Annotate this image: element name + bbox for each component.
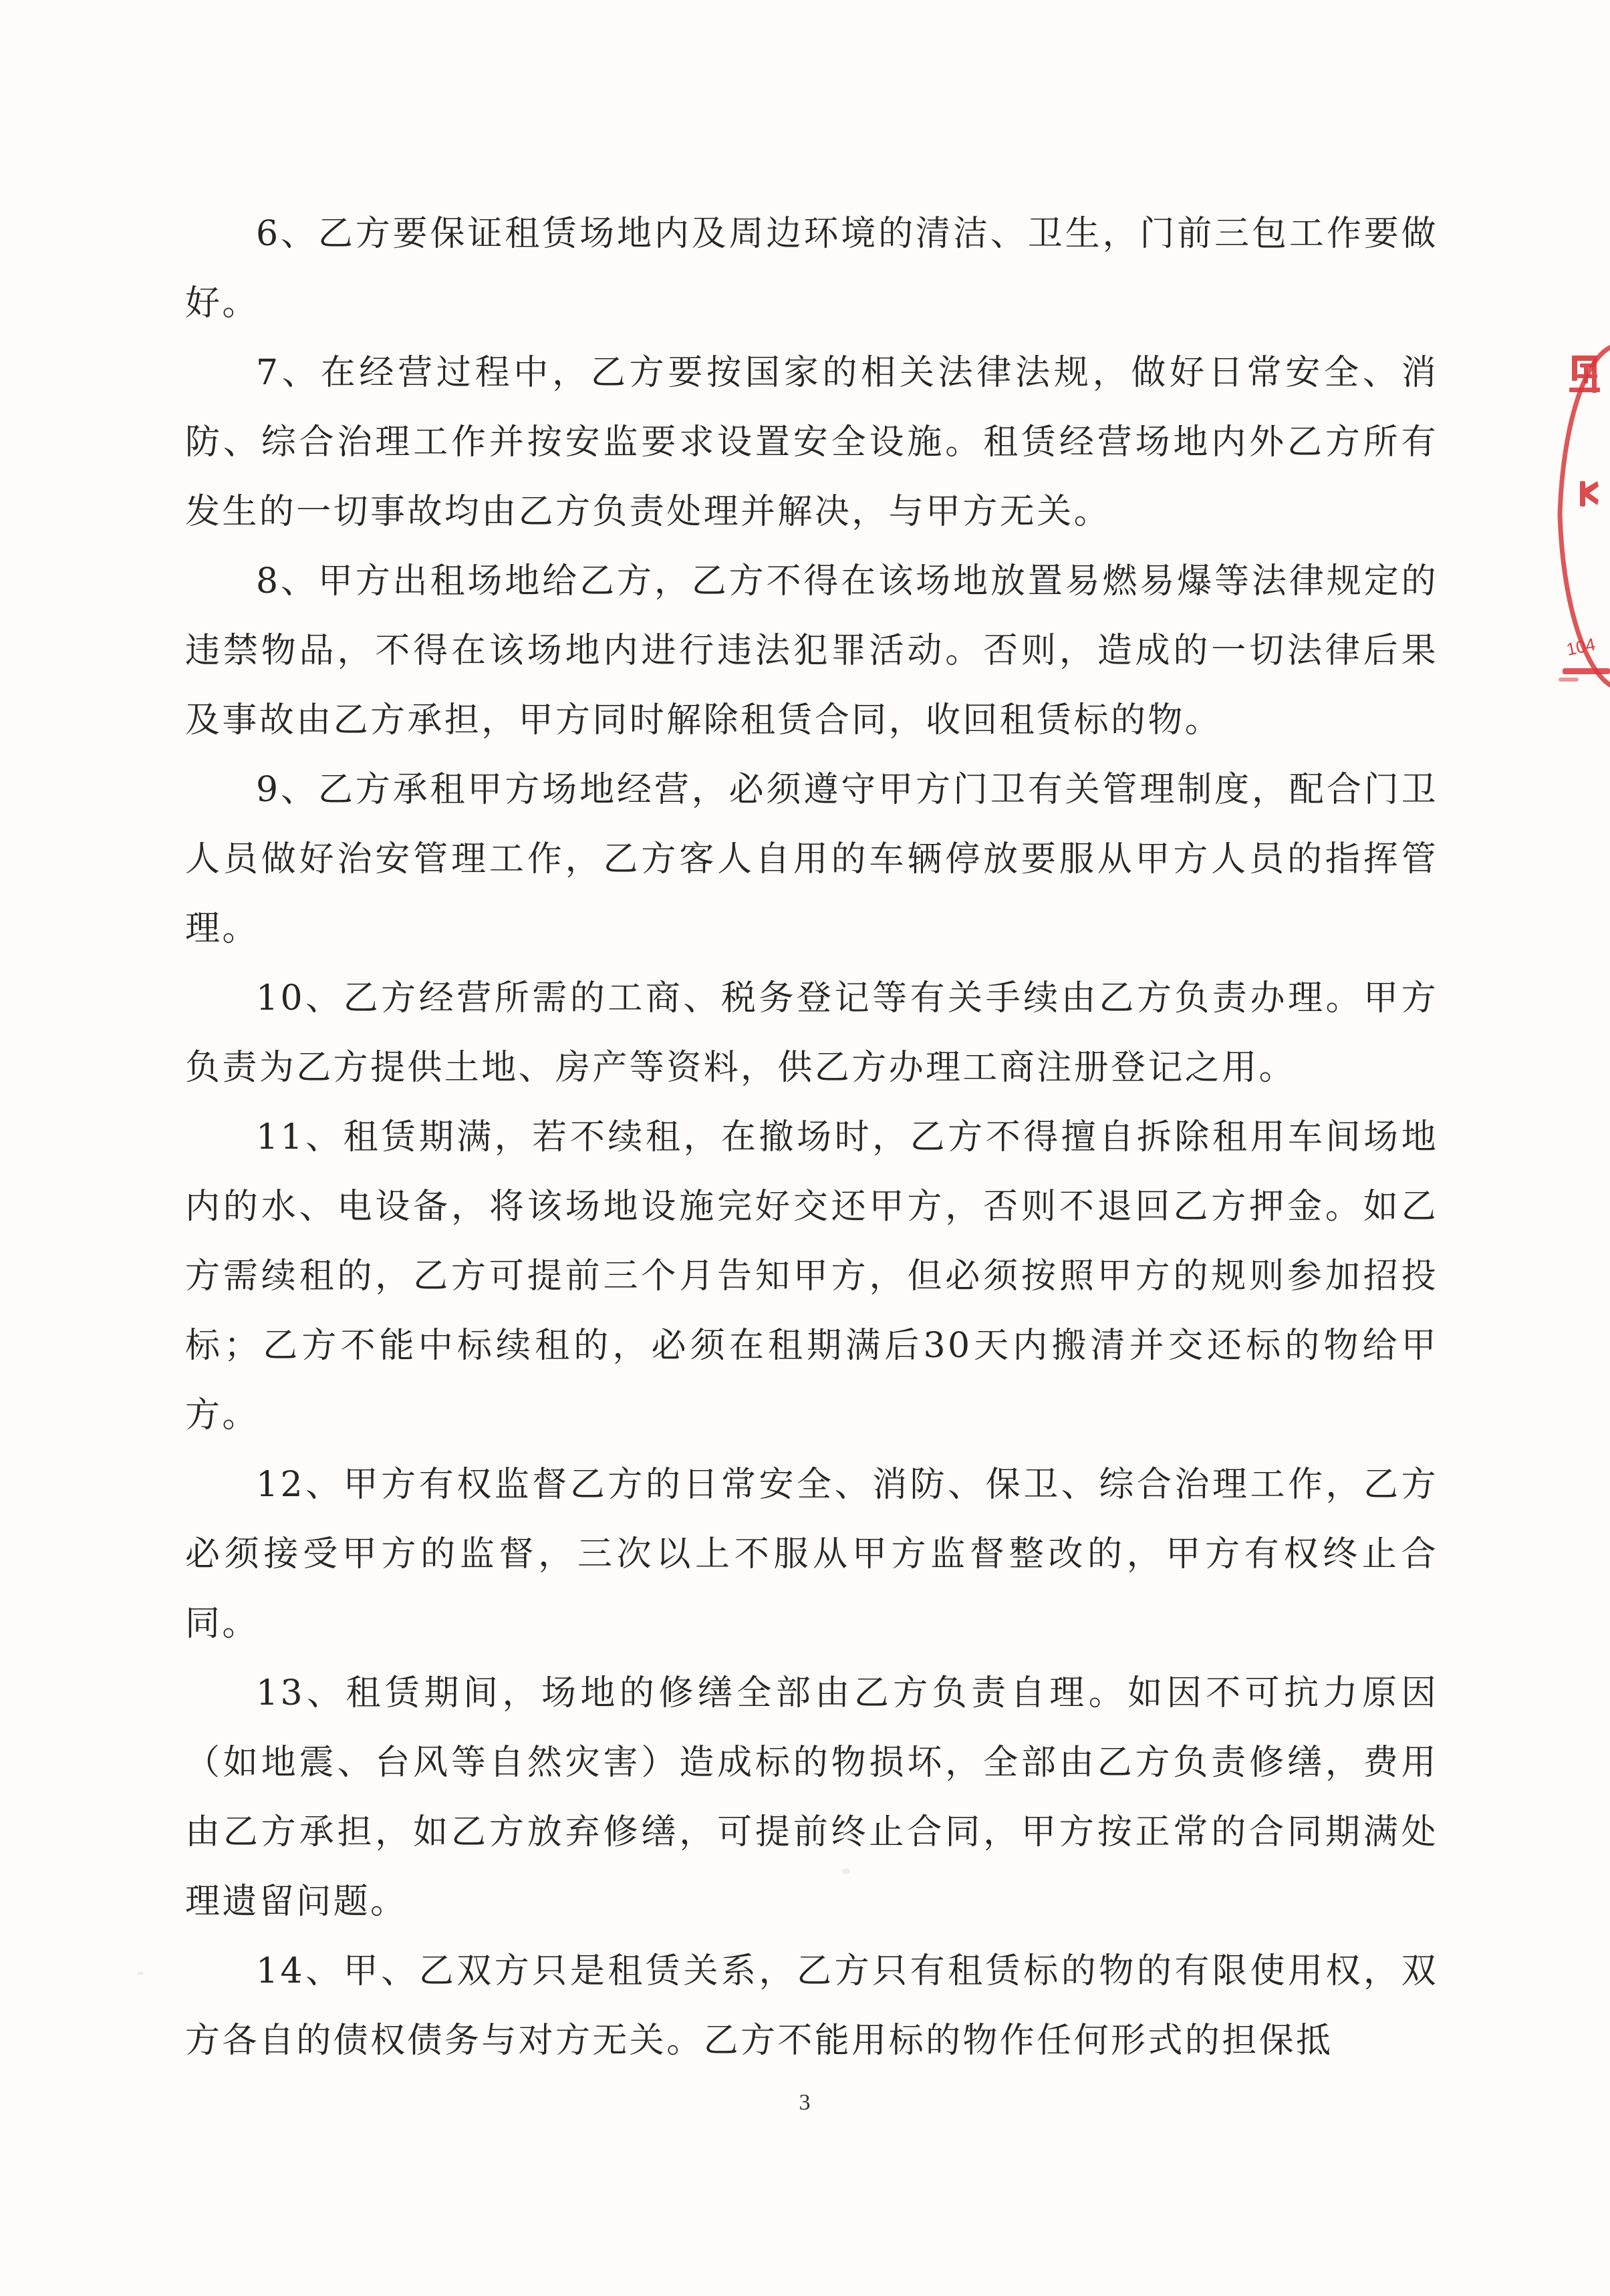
clause-12: 12、甲方有权监督乙方的日常安全、消防、保卫、综合治理工作，乙方必须接受甲方的监督，三次以上不服从甲方监督整改的，甲方有权终止合同。 — [185, 1465, 1438, 1644]
scan-speck — [137, 1971, 144, 1975]
scan-speck — [1013, 1965, 1018, 1969]
company-seal-stamp — [1557, 321, 1610, 708]
seal-partial-digits: 104 — [1565, 633, 1597, 660]
page-number: 3 — [799, 2090, 811, 2115]
clause-6: 6、乙方要保证租赁场地内及周边环境的清洁、卫生，门前三包工作要做好。 — [185, 214, 1438, 323]
clause-9: 9、乙方承租甲方场地经营，必须遵守甲方门卫有关管理制度，配合门卫人员做好治安管理工作，乙方客人自用的车辆停放要服从甲方人员的指挥管理。 — [185, 770, 1438, 949]
clause-7: 7、在经营过程中，乙方要按国家的相关法律法规，做好日常安全、消防、综合治理工作并按安监要求设置安全设施。租赁经营场地内外乙方所有发生的一切事故均由乙方负责处理并解决，与甲方无关。 — [185, 353, 1438, 532]
clause-14: 14、甲、乙双方只是租赁关系，乙方只有租赁标的物的有限使用权，双方各自的债权债务与对方无关。乙方不能用标的物作任何形式的担保抵 — [185, 1951, 1438, 2061]
scan-speck — [842, 1868, 850, 1874]
contract-body — [185, 199, 1438, 2075]
clause-13: 13、租赁期间，场地的修缮全部由乙方负责自理。如因不可抗力原因（如地震、台风等自然灾害）造成标的物损坏，全部由乙方负责修缮，费用由乙方承担，如乙方放弃修缮，可提前终止合同，甲方按正常的合同期满处理遗留问题。 — [185, 1673, 1438, 1922]
clause-8: 8、甲方出租场地给乙方，乙方不得在该场地放置易燃易爆等法律规定的违禁物品，不得在该场地内进行违法犯罪活动。否则，造成的一切法律后果及事故由乙方承担，甲方同时解除租赁合同，收回租赁标的物。 — [185, 561, 1438, 740]
clause-11: 11、租赁期满，若不续租，在撤场时，乙方不得擅自拆除租用车间场地内的水、电设备，将该场地设施完好交还甲方，否则不退回乙方押金。如乙方需续租的，乙方可提前三个月告知甲方，但必须按照甲方的规则参加招投标；乙方不能中标续租的，必须在租期满后30天内搬清并交还标的物给甲方。 — [185, 1117, 1438, 1435]
clause-10: 10、乙方经营所需的工商、税务登记等有关手续由乙方负责办理。甲方负责为乙方提供土地、房产等资料，供乙方办理工商注册登记之用。 — [185, 978, 1438, 1088]
